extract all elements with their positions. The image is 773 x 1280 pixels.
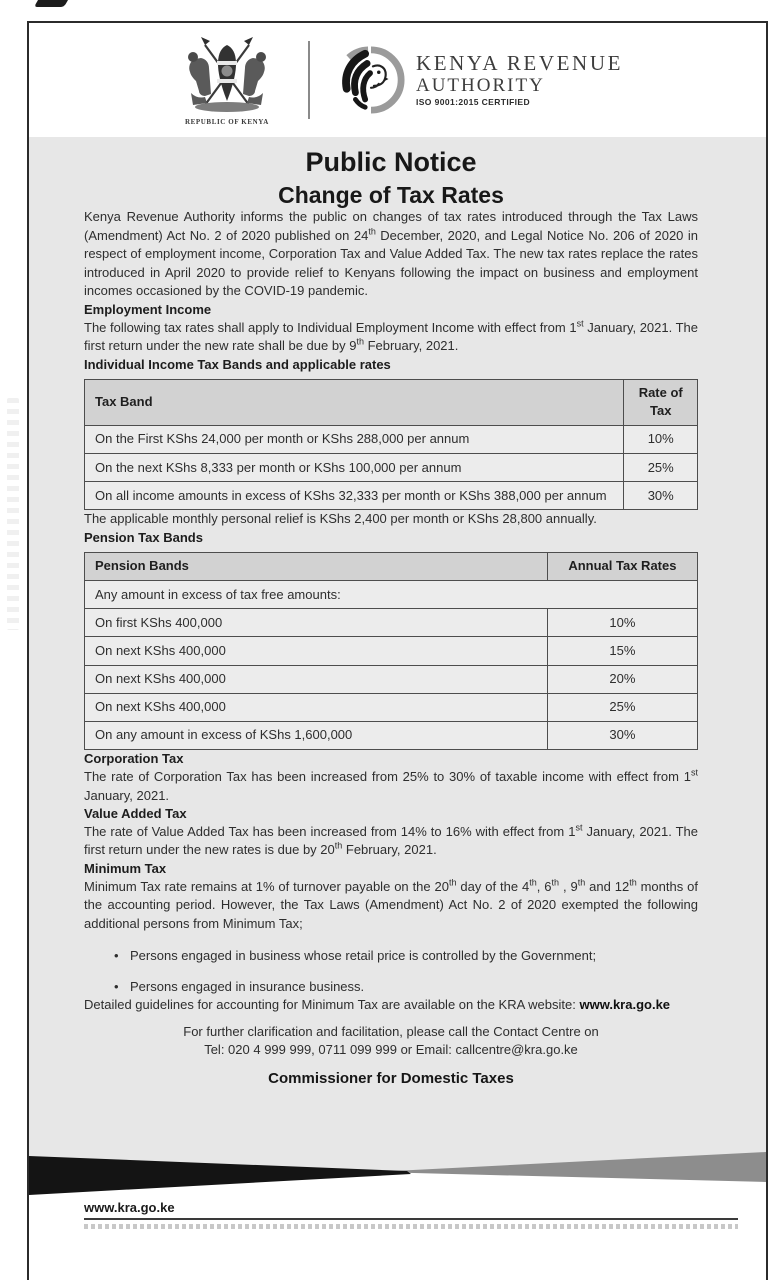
rate-cell: 10% [624, 425, 698, 453]
kenya-coat-of-arms-icon [179, 35, 275, 117]
bullet-icon: • [114, 948, 119, 964]
kra-logo [336, 45, 623, 115]
employment-income-paragraph: The following tax rates shall apply to Individual Employment Income with effect from 1st January, 2021. The first return under the new rate shall be due by 9th February, 2021. [84, 318, 699, 354]
pension-band-cell: On first KShs 400,000 [85, 609, 548, 637]
notice-sheet [27, 21, 768, 1280]
minimum-tax-heading: Minimum Tax [84, 860, 167, 876]
table-row [85, 721, 698, 749]
table-row [85, 482, 698, 510]
pension-tax-table [84, 552, 698, 750]
pension-table-caption: Pension Tax Bands [84, 529, 203, 545]
corporation-tax-heading: Corporation Tax [84, 751, 184, 767]
rate-cell: 25% [547, 693, 697, 721]
footer-website: www.kra.go.ke [84, 1199, 175, 1215]
contact-block [84, 1023, 698, 1061]
notice-content [29, 137, 766, 1150]
bullet-text: Persons engaged in business whose retail price is controlled by the Government; [130, 948, 597, 964]
value-added-tax-heading: Value Added Tax [84, 806, 187, 822]
table-header-row [85, 379, 698, 425]
table-span-row [85, 581, 698, 609]
table-row [85, 665, 698, 693]
bullet-icon: • [114, 978, 119, 994]
guidelines-line [84, 996, 698, 1014]
pension-band-cell: On any amount in excess of KShs 1,600,000 [85, 721, 548, 749]
org-name-line1: KENYA REVENUE [415, 51, 624, 76]
contact-line2: Tel: 020 4 999 999, 0711 099 999 or Email: callcentre@kra.go.ke [204, 1042, 578, 1058]
rate-cell: 30% [624, 482, 698, 510]
guidelines-text: Detailed guidelines for accounting for Minimum Tax are available on the KRA website: [84, 997, 580, 1013]
table-header-row [85, 552, 698, 580]
column-header-annual-tax-rates: Annual Tax Rates [547, 552, 697, 580]
bullet-text: Persons engaged in insurance business. [130, 978, 365, 994]
pension-band-cell: On next KShs 400,000 [85, 665, 548, 693]
corporation-tax-paragraph: The rate of Corporation Tax has been increased from 25% to 30% of taxable income with effect from 1st January, 2021. [84, 767, 698, 803]
intro-paragraph: Kenya Revenue Authority informs the public on changes of tax rates introduced through the Tax Laws (Amendment) Act No. 2 of 2020 published on 24th December, 2020, and Legal Notice No. 206 of 2020 in respect of employment income, Corporation Tax and Value Added Tax. The new tax rates replace the rates introduced in April 2020 to provide relief to Kenyans following the impact on business and employment incomes occasioned by the COVID-19 pandemic. [84, 209, 698, 299]
footer [29, 1196, 766, 1280]
pension-band-cell: On next KShs 400,000 [85, 693, 548, 721]
column-header-rate-of-tax: Rate of Tax [624, 379, 698, 425]
contact-line1: For further clarification and facilitation, please call the Contact Centre on [183, 1023, 599, 1039]
coat-of-arms [172, 35, 282, 126]
rate-cell: 30% [547, 721, 697, 749]
kra-lion-icon [336, 45, 406, 115]
minimum-tax-paragraph: Minimum Tax rate remains at 1% of turnover payable on the 20th day of the 4th, 6th , 9th and 12th months of the accounting period. However, the Tax Laws (Amendment) Act No. 2 of 2020 exempted the following additional persons from Minimum Tax; [84, 877, 698, 931]
logo-band [29, 23, 766, 137]
list-item [114, 978, 698, 996]
table-row [85, 637, 698, 665]
org-name-line2: AUTHORITY [415, 75, 545, 97]
pension-band-cell: On next KShs 400,000 [85, 637, 548, 665]
rate-cell: 25% [624, 454, 698, 482]
income-tax-table [84, 379, 698, 511]
employment-income-heading: Employment Income [84, 301, 212, 317]
column-header-pension-bands: Pension Bands [85, 552, 548, 580]
span-cell: Any amount in excess of tax free amounts: [85, 581, 698, 609]
scan-artifact [34, 0, 68, 7]
ribbon-swoosh [29, 1150, 766, 1196]
column-header-tax-band: Tax Band [85, 379, 624, 425]
signature-title: Commissioner for Domestic Taxes [268, 1070, 514, 1088]
table-row [85, 609, 698, 637]
table-row [85, 454, 698, 482]
logo-divider [308, 41, 310, 119]
rate-cell: 10% [547, 609, 697, 637]
value-added-tax-paragraph: The rate of Value Added Tax has been increased from 14% to 16% with effect from 1st January, 2021. The first return under the new rates is due by 20th February, 2021. [84, 822, 698, 858]
list-item [114, 947, 698, 965]
page-subtitle: Change of Tax Rates [278, 182, 504, 209]
income-table-caption: Individual Income Tax Bands and applicable rates [84, 356, 391, 372]
tax-band-cell: On all income amounts in excess of KShs 32,333 per month or KShs 388,000 per annum [85, 482, 624, 510]
personal-relief-note: The applicable monthly personal relief is KShs 2,400 per month or KShs 28,800 annually. [84, 511, 597, 527]
tax-band-cell: On the First KShs 24,000 per month or KShs 288,000 per annum [85, 425, 624, 453]
table-row [85, 425, 698, 453]
rate-cell: 20% [547, 665, 697, 693]
margin-watermark [7, 398, 19, 630]
iso-certification-label: ISO 9001:2015 CERTIFIED [415, 97, 531, 108]
tax-band-cell: On the next KShs 8,333 per month or KShs 100,000 per annum [85, 454, 624, 482]
page-title: Public Notice [305, 147, 477, 177]
rate-cell: 15% [547, 637, 697, 665]
footer-rule [84, 1218, 738, 1220]
table-row [85, 693, 698, 721]
coat-of-arms-caption: REPUBLIC OF KENYA [184, 117, 269, 126]
fine-print-strip [84, 1224, 738, 1229]
kra-website-text: www.kra.go.ke [579, 997, 671, 1013]
